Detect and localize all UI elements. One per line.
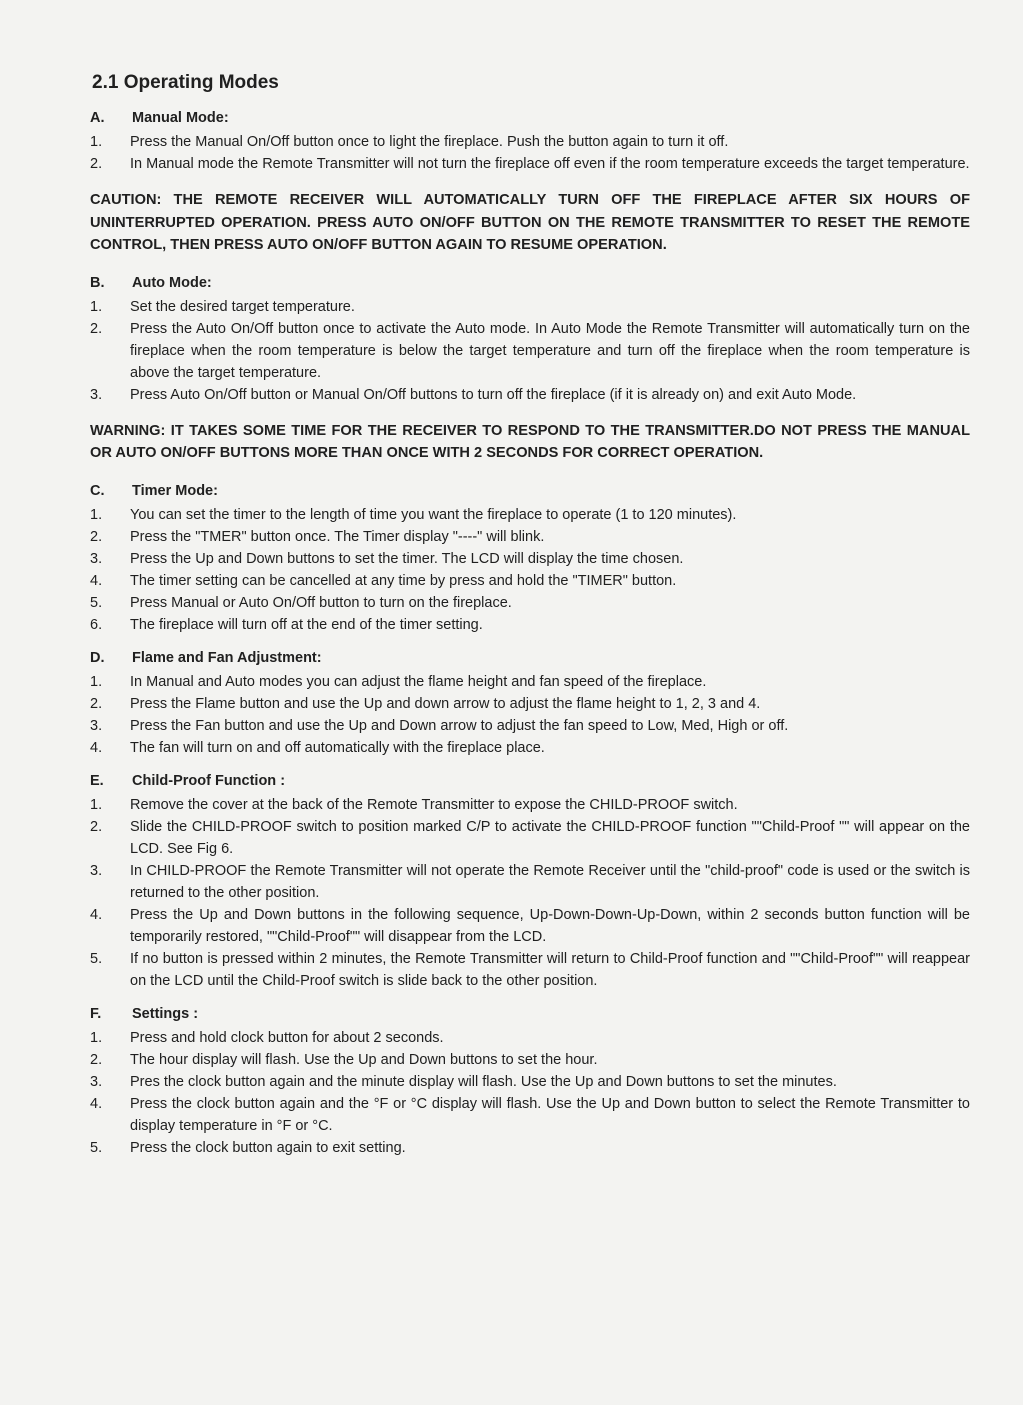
- section-timer-mode: [90, 483, 970, 636]
- step-number: 1.: [90, 796, 103, 813]
- section-child-proof: [90, 773, 970, 992]
- step-text: Press the Auto On/Off button once to activate the Auto mode. In Auto Mode the Remote Transmitter will automatically turn on the fireplace when the room temperature is below the target temperature and turn off the fireplace when the room temperature is above the target temperature.: [130, 320, 970, 381]
- section-letter: E.: [90, 772, 104, 789]
- step-number: 3.: [90, 386, 103, 403]
- step-text: In Manual mode the Remote Transmitter will not turn the fireplace off even if the room temperature exceeds the target temperature.: [130, 156, 970, 172]
- step-text: In Manual and Auto modes you can adjust the flame height and fan speed of the fireplace.: [130, 673, 707, 690]
- step-text: Press the Flame button and use the Up and down arrow to adjust the flame height to 1, 2, 3 and 4.: [130, 695, 761, 712]
- step-number: 2.: [90, 156, 103, 172]
- section-title: Flame and Fan Adjustment:: [132, 649, 322, 666]
- step-text: Press the Up and Down buttons in the following sequence, Up-Down-Down-Up-Down, within 2 seconds button function will be temporarily restored, ""Child-Proof"" will disappear from the LCD.: [130, 906, 970, 945]
- section-title: Child-Proof Function :: [132, 772, 286, 789]
- step-number: 4.: [90, 572, 103, 589]
- list-item: [90, 1071, 970, 1093]
- step-number: 1.: [90, 134, 103, 150]
- section-title: Auto Mode:: [132, 274, 212, 291]
- step-text: Pres the clock button again and the minute display will flash. Use the Up and Down buttons to set the minutes.: [130, 1073, 837, 1090]
- section-flame-fan-adjustment: [90, 650, 970, 759]
- list-item: [90, 1137, 970, 1159]
- step-list: [90, 671, 970, 759]
- step-text: Press the clock button again and the °F or °C display will flash. Use the Up and Down button to select the Remote Transmitter to display temperature in °F or °C.: [130, 1095, 970, 1134]
- list-item: [90, 614, 970, 636]
- step-number: 1.: [90, 298, 103, 315]
- list-item: [90, 904, 970, 948]
- list-item: [90, 592, 970, 614]
- step-number: 2.: [90, 1051, 103, 1068]
- step-number: 2.: [90, 528, 103, 545]
- step-text: You can set the timer to the length of time you want the fireplace to operate (1 to 120 minutes).: [130, 506, 737, 523]
- step-list: [90, 1027, 970, 1159]
- section-letter: B.: [90, 274, 105, 291]
- step-number: 1.: [90, 673, 103, 690]
- step-list: [90, 794, 970, 992]
- step-text: Press the "TMER" button once. The Timer display "----" will blink.: [130, 528, 545, 545]
- step-list: [90, 296, 970, 406]
- step-text: The fan will turn on and off automatically with the fireplace place.: [130, 739, 545, 756]
- step-number: 4.: [90, 906, 103, 923]
- step-number: 3.: [90, 717, 103, 734]
- step-number: 1.: [90, 506, 103, 523]
- list-item: [90, 318, 970, 384]
- page-title: 2.1 Operating Modes: [92, 72, 279, 93]
- step-text: Press and hold clock button for about 2 seconds.: [130, 1029, 444, 1046]
- section-letter: D.: [90, 649, 105, 666]
- step-text: Press the Fan button and use the Up and Down arrow to adjust the fan speed to Low, Med, High or off.: [130, 717, 789, 734]
- list-item: [90, 504, 970, 526]
- step-number: 5.: [90, 1139, 103, 1156]
- step-number: 1.: [90, 1029, 103, 1046]
- list-item: [90, 526, 970, 548]
- list-item: [90, 1027, 970, 1049]
- section-title: Settings :: [132, 1005, 199, 1022]
- list-item: [90, 1093, 970, 1137]
- step-number: 3.: [90, 862, 103, 879]
- step-number: 4.: [90, 739, 103, 756]
- list-item: [90, 1049, 970, 1071]
- section-settings: [90, 1006, 970, 1159]
- list-item: [90, 948, 970, 992]
- list-item: [90, 548, 970, 570]
- step-number: 2.: [90, 320, 103, 337]
- step-number: 3.: [90, 550, 103, 567]
- step-text: Press the Manual On/Off button once to light the fireplace. Push the button again to turn it off.: [130, 134, 729, 150]
- section-title: Manual Mode:: [132, 110, 229, 126]
- list-item: [90, 671, 970, 693]
- section-heading: [90, 773, 970, 789]
- section-manual-mode: [90, 110, 970, 175]
- section-heading: [90, 110, 970, 126]
- list-item: [90, 816, 970, 860]
- step-number: 6.: [90, 616, 103, 633]
- section-letter: F.: [90, 1005, 102, 1022]
- section-heading: [90, 483, 970, 499]
- list-item: [90, 131, 970, 153]
- step-text: Slide the CHILD-PROOF switch to position marked C/P to activate the CHILD-PROOF function ""Child-Proof "" will appear on the LCD. See Fig 6.: [130, 818, 970, 857]
- list-item: [90, 296, 970, 318]
- section-letter: A.: [90, 110, 105, 126]
- step-text: Press the Up and Down buttons to set the timer. The LCD will display the time chosen.: [130, 550, 684, 567]
- step-list: [90, 504, 970, 636]
- step-text: The fireplace will turn off at the end of the timer setting.: [130, 616, 483, 633]
- list-item: [90, 384, 970, 406]
- step-text: Press Manual or Auto On/Off button to turn on the fireplace.: [130, 594, 512, 611]
- section-heading: [90, 1006, 970, 1022]
- step-number: 2.: [90, 818, 103, 835]
- step-text: Set the desired target temperature.: [130, 298, 355, 315]
- step-text: The timer setting can be cancelled at any time by press and hold the "TIMER" button.: [130, 572, 677, 589]
- section-title: Timer Mode:: [132, 482, 218, 499]
- section-heading: [90, 275, 970, 291]
- section-letter: C.: [90, 482, 105, 499]
- list-item: [90, 860, 970, 904]
- step-number: 3.: [90, 1073, 103, 1090]
- list-item: [90, 153, 970, 175]
- section-auto-mode: [90, 275, 970, 406]
- step-text: The hour display will flash. Use the Up and Down buttons to set the hour.: [130, 1051, 598, 1068]
- warning-notice: WARNING: IT TAKES SOME TIME FOR THE RECEIVER TO RESPOND TO THE TRANSMITTER.DO NOT PRESS THE MANUAL OR AUTO ON/OFF BUTTONS MORE THAN ONCE WITH 2 SECONDS FOR CORRECT OPERATION.: [90, 422, 970, 461]
- step-text: Press the clock button again to exit setting.: [130, 1139, 406, 1156]
- step-number: 4.: [90, 1095, 103, 1112]
- caution-notice: CAUTION: THE REMOTE RECEIVER WILL AUTOMATICALLY TURN OFF THE FIREPLACE AFTER SIX HOURS OF UNINTERRUPTED OPERATION. PRESS AUTO ON/OFF BUTTON ON THE REMOTE TRANSMITTER TO RESET THE REMOTE CONTROL, THEN PRESS AUTO ON/OFF BUTTON AGAIN TO RESUME OPERATION.: [90, 192, 970, 253]
- section-heading: [90, 650, 970, 666]
- document-content: [90, 72, 970, 1173]
- list-item: [90, 715, 970, 737]
- list-item: [90, 794, 970, 816]
- step-list: [90, 131, 970, 175]
- step-number: 5.: [90, 950, 103, 967]
- step-number: 2.: [90, 695, 103, 712]
- step-text: Remove the cover at the back of the Remote Transmitter to expose the CHILD-PROOF switch.: [130, 796, 738, 813]
- list-item: [90, 737, 970, 759]
- step-text: If no button is pressed within 2 minutes, the Remote Transmitter will return to Child-Proof function and ""Child-Proof"" will reappear on the LCD until the Child-Proof switch is slide back to the other position.: [130, 950, 970, 989]
- list-item: [90, 693, 970, 715]
- step-text: In CHILD-PROOF the Remote Transmitter will not operate the Remote Receiver until the "child-proof" code is used or the switch is returned to the other position.: [130, 862, 970, 901]
- step-number: 5.: [90, 594, 103, 611]
- list-item: [90, 570, 970, 592]
- step-text: Press Auto On/Off button or Manual On/Off buttons to turn off the fireplace (if it is already on) and exit Auto Mode.: [130, 386, 857, 403]
